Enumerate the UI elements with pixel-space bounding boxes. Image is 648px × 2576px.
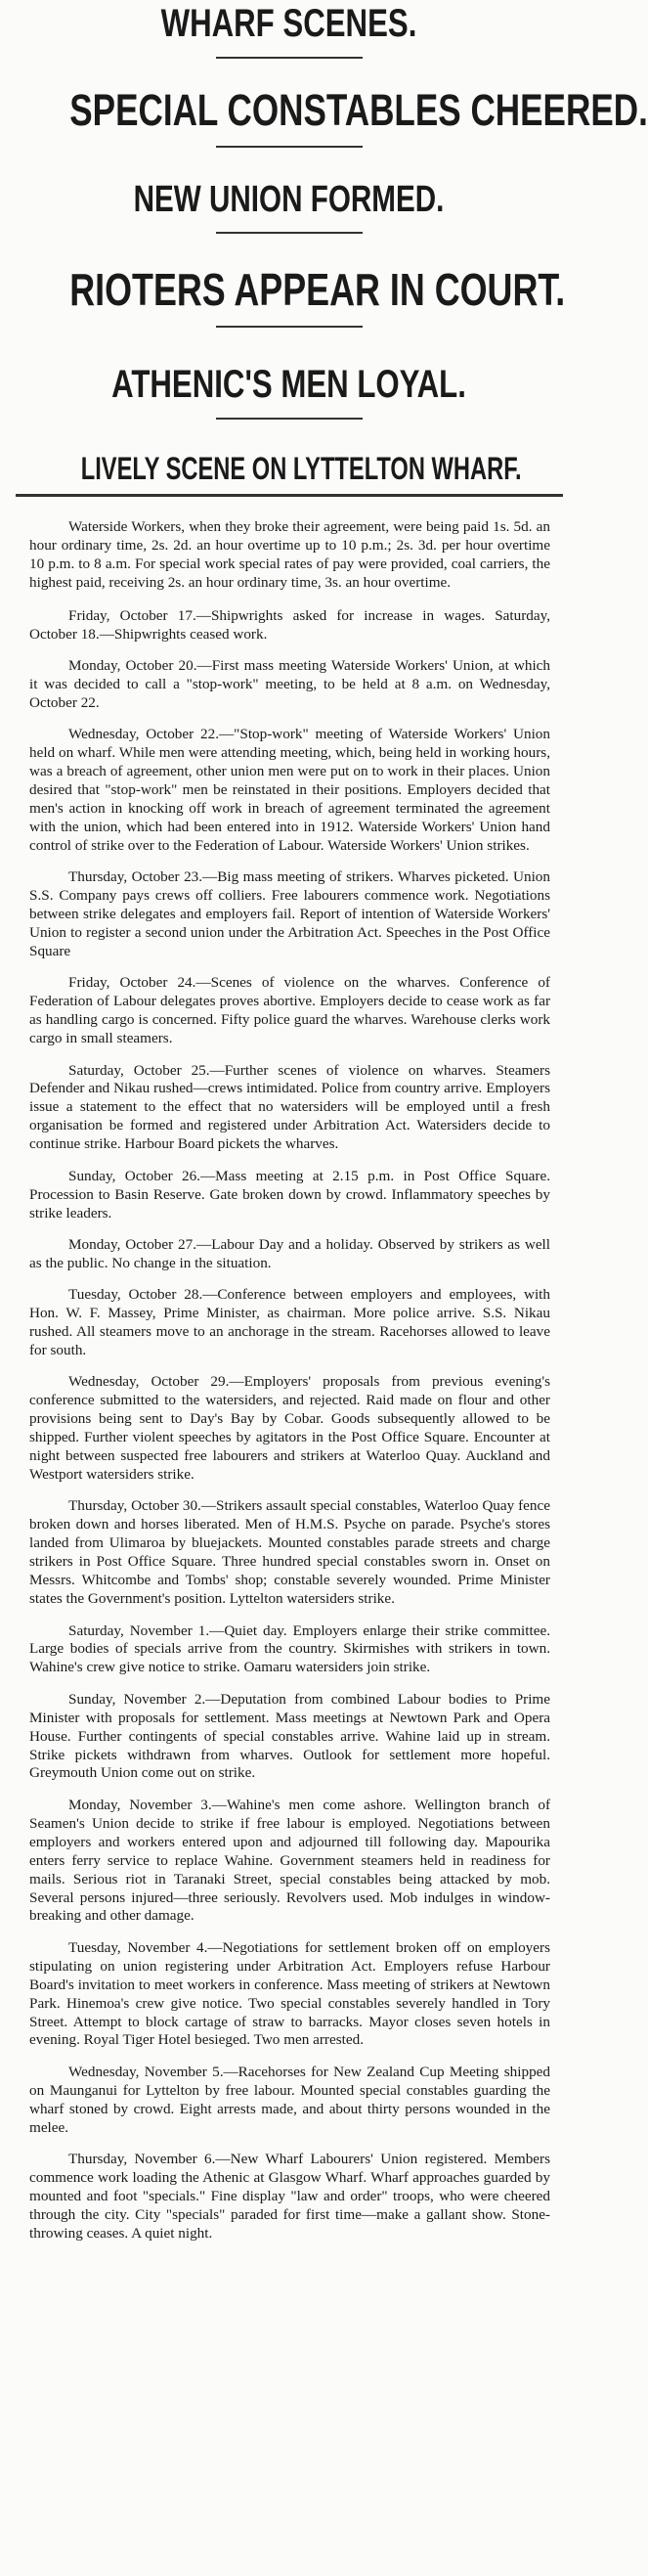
divider-rule xyxy=(216,418,363,420)
headline-athenic: ATHENIC'S MEN LOYAL. xyxy=(111,363,466,406)
paragraph-oct-26: Sunday, October 26.—Mass meeting at 2.15 p.m. in Post Office Square. Procession to Basin Reserve. Gate broken down by crowd. Inflammatory speeches by strike leaders. xyxy=(29,1167,550,1221)
paragraph-oct-29: Wednesday, October 29.—Employers' proposals from previous evening's conference submitted to the watersiders, and rejected. Raid made on flour and other provisions being sent to Day's Bay by Cobar. Goods subsequently allowed to be shipped. Further violent speeches by agitators in the Post Office Square. Encounter at night between suspected free labourers and strikers at Waterloo Quay. Auckland and Westport watersiders strike. xyxy=(29,1373,550,1484)
headline-wharf-scenes: WHARF SCENES. xyxy=(160,2,417,45)
divider-rule xyxy=(216,57,363,59)
headline-new-union: NEW UNION FORMED. xyxy=(133,179,445,220)
paragraph-oct-27: Monday, October 27.—Labour Day and a holiday. Observed by strikers as well as the public. No change in the situation. xyxy=(29,1235,550,1271)
divider-rule xyxy=(216,146,363,148)
paragraph-oct-22: Wednesday, October 22.—"Stop-work" meeting of Waterside Workers' Union held on wharf. While men were attending meeting, which, being held in working hours, was a breach of agreement, other union men were put on to work in their places. Union desired that "stop-work" men be reinstated in their positions. Employers decided that men's action in knocking off work in breach of agreement terminated the agreement with the union, which had been entered into in 1912. Waterside Workers' Union hand control of strike over to the Federation of Labour. Waterside Workers' Union strikes. xyxy=(29,726,550,854)
paragraph-oct-25: Saturday, October 25.—Further scenes of violence on wharves. Steamers Defender and Nikau rushed—crews intimidated. Police from country arrive. Employers issue a statement to the effect that no watersiders will be employed until a fresh organisation be formed and registered under Arbitration Act. Watersiders decide to continue strike. Harbour Board pickets the wharves. xyxy=(29,1061,550,1153)
headline-stack xyxy=(8,0,648,497)
paragraph-oct-23: Thursday, October 23.—Big mass meeting of strikers. Wharves picketed. Union S.S. Company pays crews off colliers. Free labourers commence work. Negotiations between strike delegates and employers fail. Report of intention of Waterside Workers' Union to register a second union under the Arbitration Act. Speeches in the Post Office Square xyxy=(29,868,550,959)
article-body xyxy=(29,518,550,2243)
paragraph-oct-17: Friday, October 17.—Shipwrights asked for increase in wages. Saturday, October 18.—Shipwrights ceased work. xyxy=(29,606,550,643)
paragraph-nov-6: Thursday, November 6.—New Wharf Labourers' Union registered. Members commence work loading the Athenic at Glasgow Wharf. Wharf approaches guarded by mounted and foot "specials." Fine display "law and order" troops, who were cheered through the city. City "specials" paraded for first time—make a gallant show. Stone-throwing ceases. A quiet night. xyxy=(29,2151,550,2242)
headline-special-constables: SPECIAL CONSTABLES CHEERED. xyxy=(69,85,648,135)
paragraph-nov-2: Sunday, November 2.—Deputation from combined Labour bodies to Prime Minister with proposals for settlement. Mass meetings at Newtown Park and Opera House. Further contingents of special constables arrive. Wahine laid up in stream. Strike pickets withdrawn from wharves. Outlook for settlement more hopeful. Greymouth Union come out on strike. xyxy=(29,1690,550,1782)
paragraph-nov-1: Saturday, November 1.—Quiet day. Employers enlarge their strike committee. Large bodies of specials arrive from the country. Skirmishes with strikers in town. Wahine's crew give notice to strike. Oamaru watersiders join strike. xyxy=(29,1621,550,1676)
paragraph-oct-28: Tuesday, October 28.—Conference between employers and employees, with Hon. W. F. Massey, Prime Minister, as chairman. More police arrive. S.S. Nikau rushed. All steamers move to an anchorage in the stream. Racehorses allowed to leave for south. xyxy=(29,1286,550,1359)
paragraph-oct-24: Friday, October 24.—Scenes of violence on the wharves. Conference of Federation of Labour delegates proves abortive. Employers decide to cease work as far as handling cargo is concerned. Fifty police guard the wharves. Warehouse clerks work cargo in small steamers. xyxy=(29,974,550,1047)
divider-rule-wide xyxy=(16,494,563,497)
paragraph-nov-3: Monday, November 3.—Wahine's men come ashore. Wellington branch of Seamen's Union decide to strike if free labour is employed. Negotiations between employers and workers entered upon and adjourned till following day. Mapourika enters ferry service to replace Wahine. Government steamers held in readiness for mails. Serious riot in Taranaki Street, special constables being attacked by mob. Several persons injured—three seriously. Revolvers used. Mob indulges in window-breaking and other damage. xyxy=(29,1796,550,1925)
divider-rule xyxy=(216,232,363,234)
divider-rule xyxy=(216,326,363,328)
paragraph-nov-5: Wednesday, November 5.—Racehorses for New Zealand Cup Meeting shipped on Maunganui for Lyttelton by free labour. Mounted special constables guarding the wharf stoned by crowd. Eight arrests made, and about thirty persons wounded in the melee. xyxy=(29,2063,550,2136)
paragraph-oct-30: Thursday, October 30.—Strikers assault special constables, Waterloo Quay fence broken down and horses liberated. Men of H.M.S. Psyche on parade. Psyche's stores landed from Ulimaroa by bluejackets. Mounted constables parade streets and charge strikers in Post Office Square. Three hundred special constables sworn in. Onset on Messrs. Whitcombe and Tombs' shop; constable severely wounded. Prime Minister states the Government's position. Lyttelton watersiders strike. xyxy=(29,1497,550,1608)
paragraph-nov-4: Tuesday, November 4.—Negotiations for settlement broken off on employers stipulating on union registering under Arbitration Act. Employers refuse Harbour Board's invitation to meet workers in conference. Mass meeting of strikers at Newtown Park. Hinemoa's crew give notice. Two special constables severely handled in Tory Street. Attempt to block cartage of straw to barracks. Mayor closes seven hotels in evening. Royal Tiger Hotel besieged. Two men arrested. xyxy=(29,1938,550,2049)
headline-rioters: RIOTERS APPEAR IN COURT. xyxy=(69,264,566,315)
paragraph-intro: Waterside Workers, when they broke their agreement, were being paid 1s. 5d. an hour ordinary time, 2s. 2d. an hour overtime up to 10 p.m.; 2s. 3d. per hour overtime 10 p.m. to 8 a.m. For special work special rates of pay were provided, coal carriers, the highest paid, receiving 2s. an hour ordinary time, 3s. an hour overtime. xyxy=(29,518,550,591)
paragraph-oct-20: Monday, October 20.—First mass meeting Waterside Workers' Union, at which it was decided to call a "stop-work" meeting, to be held at 8 a.m. on Wednesday, October 22. xyxy=(29,657,550,711)
headline-lively-scene: LIVELY SCENE ON LYTTELTON WHARF. xyxy=(80,451,522,486)
